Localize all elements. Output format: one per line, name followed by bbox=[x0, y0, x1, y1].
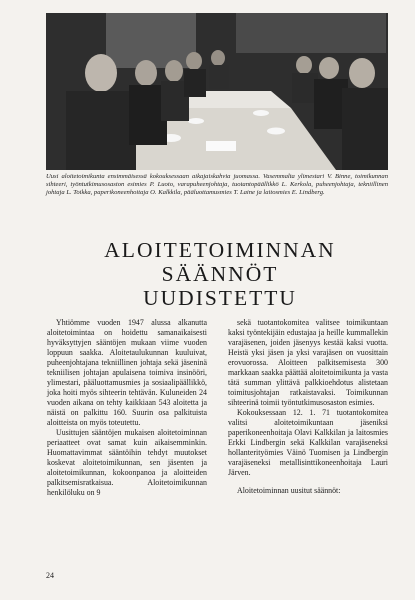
page-number: 24 bbox=[46, 571, 54, 580]
left-paragraph-2: Uusittujen sääntöjen mukaisen aloitetoiminnan periaatteet ovat samat kuin aikaisemminkin. Huomattavimmat sääntöihin tehdyt muutokset koskevat aloitetoimikunnan, sen jäsenten ja aloitetoimikunnan, kokoonpanoa ja aloitteiden palkitsemisratkaisua. Aloitetoimikunnan henkilöluku on 9 bbox=[47, 428, 207, 497]
article-title-line-2: UUDISTETTU bbox=[143, 286, 297, 310]
article-title bbox=[60, 238, 380, 310]
left-column bbox=[47, 318, 207, 498]
right-paragraph-3: Aloitetoiminnan uusitut säännöt: bbox=[237, 486, 341, 495]
right-paragraph-2: Kokouksessaan 12. 1. 71 tuotantokomitea valitsi aloitetoimikuntaan jäseniksi paperikoneenhoitaja Olavi Kalkkilan ja laitosmies Erkki Lindbergin sekä Kalkkilan varajäseneksi hollanterityömies Väinö Tuomisen ja Lindbergin varajäseneksi metallisinttikoneenhoitaja Lauri Järven. bbox=[228, 408, 388, 477]
article-title-line-1: ALOITETOIMINNAN SÄÄNNÖT bbox=[104, 238, 336, 286]
right-column bbox=[228, 318, 388, 496]
photo-caption: Uusi aloitetoimikunta ensimmäisessä kokouksessaan aikajaiskahvia juomassa. Vasemmalta ylimestari V. Binne, toimikunnan sihteeri, työntutkimusosaston esimies P. Luoto, varapuheenjohtaja, tuotantopäällikkö L. Kerkola, puheenjohtaja, tekniillinen johtaja L. Toikka, paperikoneenhoitaja O. Kalkkila, pääluottamusmies T. Laine ja laitosmies E. Lindberg. bbox=[46, 173, 388, 197]
meeting-photo-illustration bbox=[46, 13, 388, 170]
left-paragraph-1: Yhtiömme vuoden 1947 alussa alkanutta aloitetoimintaa on hoidettu samanaikaisesti hyväksyttyjen sääntöjen mukaan viime vuoden loppuun saakka. Aloitetaulukunnan kuuluivat, puheenjohtajana tekniillinen johtaja sekä jäseninä tekniilisen johtajan apulaisena toimiva insinööri, ylimestari, pääluottamusmies ja sosiaalipäällikkö, joka hoiti myös sihteerin tehtävän. Kuluneiden 24 vuoden aikana on tehty kaikkiaan 543 aloitetta ja näistä on palkittu 160. Suurin osa palkituista aloitteista on myös toteutettu. bbox=[47, 318, 207, 427]
right-paragraph-1: sekä tuotantokomitea valitsee toimikuntaan kaksi työntekijäin edustajaa ja heille kummallekin varajäsenen, joiden jäsenyys kestää kaksi vuotta. Heistä yksi jäsen ja yksi varajäsen on vuosittain erovuorossa. Aloitteen palkitsemisesta 300 markkaan saakka päättää aloitetoimikunta ja vasta tätä summan ylittävä palkkioehdotus alistetaan toimitusjohtajan ratkaistavaksi. Toimikunnan sihteerinä toimii työntutkimusosaston esimies. bbox=[228, 318, 388, 407]
meeting-photo bbox=[46, 13, 388, 170]
